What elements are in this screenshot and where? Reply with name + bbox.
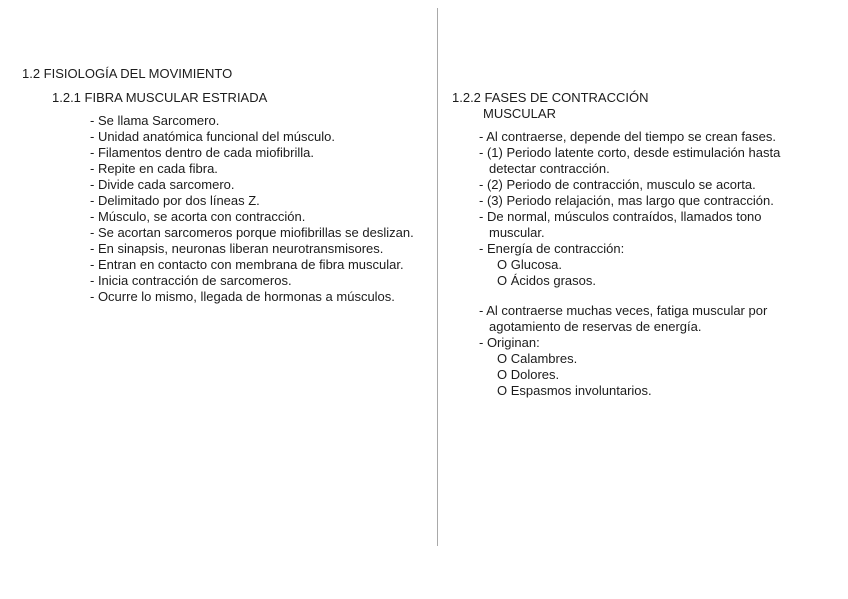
list-item: - Al contraerse, depende del tiempo se crean fases. xyxy=(479,129,777,144)
list-item: - Al contraerse muchas veces, fatiga muscular por agotamiento de reservas de energía. xyxy=(479,303,768,334)
section-title: 1.2 FISIOLOGÍA DEL MOVIMIENTO xyxy=(22,66,233,81)
list-item: - Unidad anatómica funcional del músculo. xyxy=(90,129,335,144)
right-subsection-heading-line1: 1.2.2 FASES DE CONTRACCIÓN xyxy=(452,90,649,105)
list-item: - De normal, músculos contraídos, llamados tono muscular. xyxy=(479,209,762,240)
list-item: - Se acortan sarcomeros porque miofibrillas se deslizan. xyxy=(90,225,414,240)
list-item: - (2) Periodo de contracción, musculo se acorta. xyxy=(479,177,756,192)
sub-list-item: O Glucosa. xyxy=(497,257,563,272)
blank-line xyxy=(479,289,812,303)
right-column xyxy=(452,90,797,399)
list-item: - En sinapsis, neuronas liberan neurotransmisores. xyxy=(90,241,384,256)
list-item: - Divide cada sarcomero. xyxy=(90,177,235,192)
list-item: - Energía de contracción: xyxy=(479,241,625,256)
list-item: - Se llama Sarcomero. xyxy=(90,113,220,128)
sub-list-item: O Dolores. xyxy=(497,367,560,382)
list-item: - Ocurre lo mismo, llegada de hormonas a músculos. xyxy=(90,289,395,304)
list-item: - (1) Periodo latente corto, desde estimulación hasta detectar contracción. xyxy=(479,145,781,176)
list-item: - Filamentos dentro de cada miofibrilla. xyxy=(90,145,314,160)
left-column xyxy=(52,90,432,305)
list-item: - Músculo, se acorta con contracción. xyxy=(90,209,306,224)
sub-list-item: O Calambres. xyxy=(497,351,578,366)
list-item: - Repite en cada fibra. xyxy=(90,161,218,176)
left-bullet-list xyxy=(90,113,450,305)
list-item: - Entran en contacto con membrana de fibra muscular. xyxy=(90,257,404,272)
left-subsection-heading: 1.2.1 FIBRA MUSCULAR ESTRIADA xyxy=(52,90,268,105)
list-item: - Originan: xyxy=(479,335,540,350)
list-item: - (3) Periodo relajación, mas largo que contracción. xyxy=(479,193,774,208)
list-item: - Delimitado por dos líneas Z. xyxy=(90,193,260,208)
list-item: - Inicia contracción de sarcomeros. xyxy=(90,273,292,288)
right-subsection-heading-line2: MUSCULAR xyxy=(483,106,556,121)
right-bullet-list xyxy=(479,129,812,399)
sub-list-item: O Ácidos grasos. xyxy=(497,273,596,288)
sub-list-item: O Espasmos involuntarios. xyxy=(497,383,652,398)
